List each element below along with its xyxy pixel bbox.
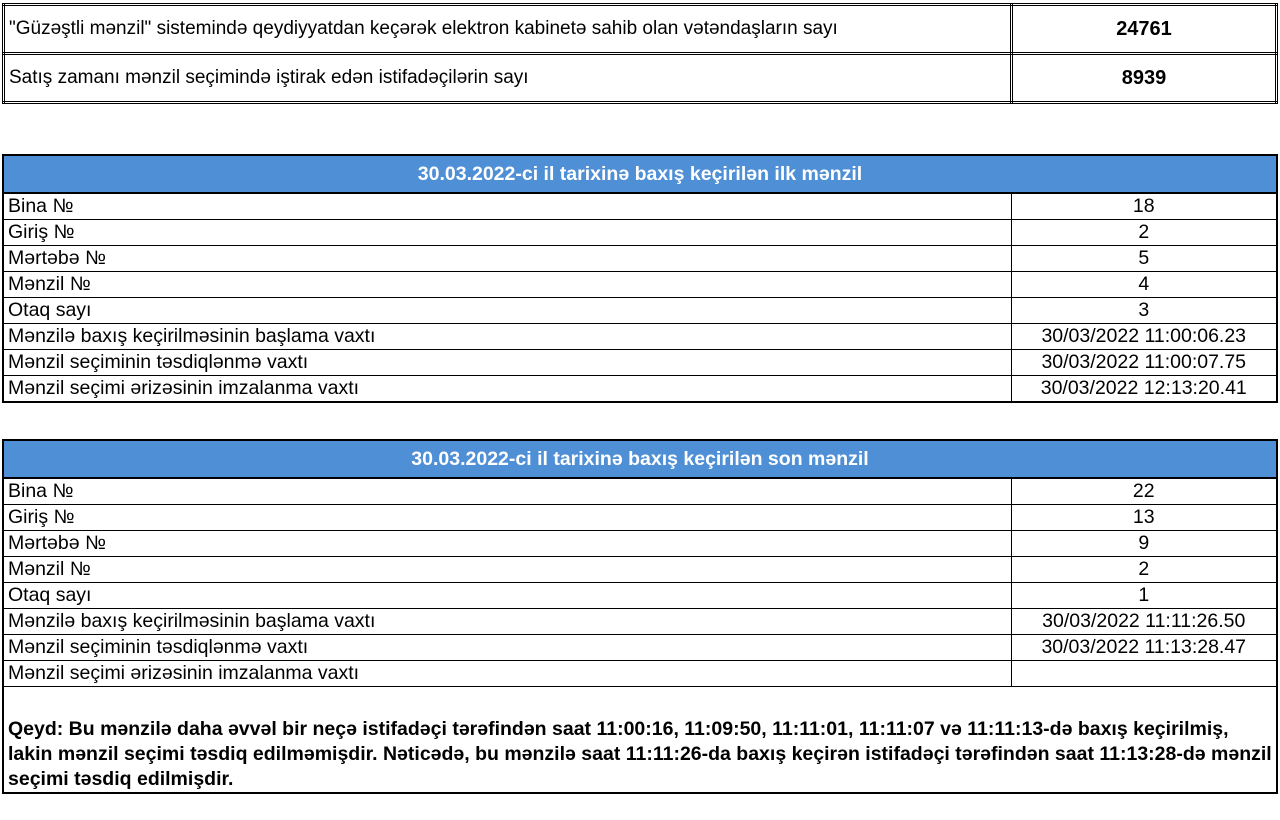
row-value: 9 xyxy=(1011,531,1277,557)
row-label: Mənzilə baxış keçirilməsinin başlama vaxtı xyxy=(3,324,1011,350)
row-value: 30/03/2022 12:13:20.41 xyxy=(1011,376,1277,403)
summary-value: 24761 xyxy=(1012,5,1277,54)
row-value: 4 xyxy=(1011,272,1277,298)
last-apartment-table xyxy=(2,439,1278,794)
summary-table xyxy=(2,3,1278,104)
row-value: 30/03/2022 11:11:26.50 xyxy=(1011,609,1277,635)
row-value: 1 xyxy=(1011,583,1277,609)
row-value: 18 xyxy=(1011,193,1277,220)
summary-row-participants xyxy=(4,54,1277,103)
row-label: Mənzilə baxış keçirilməsinin başlama vaxtı xyxy=(3,609,1011,635)
row-value: 3 xyxy=(1011,298,1277,324)
summary-row-registered xyxy=(4,5,1277,54)
last-apartment-title: 30.03.2022-ci il tarixinə baxış keçirilən son mənzil xyxy=(3,440,1277,478)
summary-value: 8939 xyxy=(1012,54,1277,103)
table-row xyxy=(3,505,1277,531)
row-label: Mənzil seçiminin təsdiqlənmə vaxtı xyxy=(3,350,1011,376)
row-value: 30/03/2022 11:13:28.47 xyxy=(1011,635,1277,661)
summary-label: "Güzəştli mənzil" sistemində qeydiyyatdan keçərək elektron kabinetə sahib olan vətəndaşların sayı xyxy=(4,5,1012,54)
table-row xyxy=(3,272,1277,298)
row-value: 30/03/2022 11:00:06.23 xyxy=(1011,324,1277,350)
row-label: Mənzil seçiminin təsdiqlənmə vaxtı xyxy=(3,635,1011,661)
table-row xyxy=(3,661,1277,687)
table-row xyxy=(3,350,1277,376)
table-row xyxy=(3,298,1277,324)
table-row xyxy=(3,583,1277,609)
summary-label: Satış zamanı mənzil seçimində iştirak edən istifadəçilərin sayı xyxy=(4,54,1012,103)
table-row xyxy=(3,478,1277,505)
row-value xyxy=(1011,661,1277,687)
row-value: 30/03/2022 11:00:07.75 xyxy=(1011,350,1277,376)
row-value: 5 xyxy=(1011,246,1277,272)
row-label: Bina № xyxy=(3,193,1011,220)
row-label: Mənzil seçimi ərizəsinin imzalanma vaxtı xyxy=(3,661,1011,687)
row-label: Mənzil № xyxy=(3,557,1011,583)
row-label: Otaq sayı xyxy=(3,298,1011,324)
first-apartment-title: 30.03.2022-ci il tarixinə baxış keçirilən ilk mənzil xyxy=(3,155,1277,193)
row-label: Mənzil № xyxy=(3,272,1011,298)
table-row xyxy=(3,246,1277,272)
row-label: Mərtəbə № xyxy=(3,531,1011,557)
table-row xyxy=(3,193,1277,220)
table-row xyxy=(3,609,1277,635)
note-text: Qeyd: Bu mənzilə daha əvvəl bir neçə istifadəçi tərəfindən saat 11:00:16, 11:09:50, 11:11:01, 11:11:07 və 11:11:13-də baxış keçirilmiş, lakin mənzil seçimi təsdiq edilməmişdir. Nəticədə, bu mənzilə saat 11:11:26-da baxış keçirən istifadəçi tərəfindən saat 11:13:28-də mənzil seçimi təsdiq edilmişdir. xyxy=(3,687,1277,794)
table-row xyxy=(3,324,1277,350)
note-row xyxy=(3,687,1277,794)
row-label: Otaq sayı xyxy=(3,583,1011,609)
row-label: Mərtəbə № xyxy=(3,246,1011,272)
row-value: 2 xyxy=(1011,220,1277,246)
table-row xyxy=(3,557,1277,583)
row-value: 13 xyxy=(1011,505,1277,531)
table-row xyxy=(3,531,1277,557)
table-row xyxy=(3,376,1277,403)
row-value: 2 xyxy=(1011,557,1277,583)
row-label: Giriş № xyxy=(3,220,1011,246)
row-label: Giriş № xyxy=(3,505,1011,531)
first-apartment-table xyxy=(2,154,1278,403)
table-row xyxy=(3,220,1277,246)
table-row xyxy=(3,635,1277,661)
row-label: Bina № xyxy=(3,478,1011,505)
row-label: Mənzil seçimi ərizəsinin imzalanma vaxtı xyxy=(3,376,1011,403)
row-value: 22 xyxy=(1011,478,1277,505)
